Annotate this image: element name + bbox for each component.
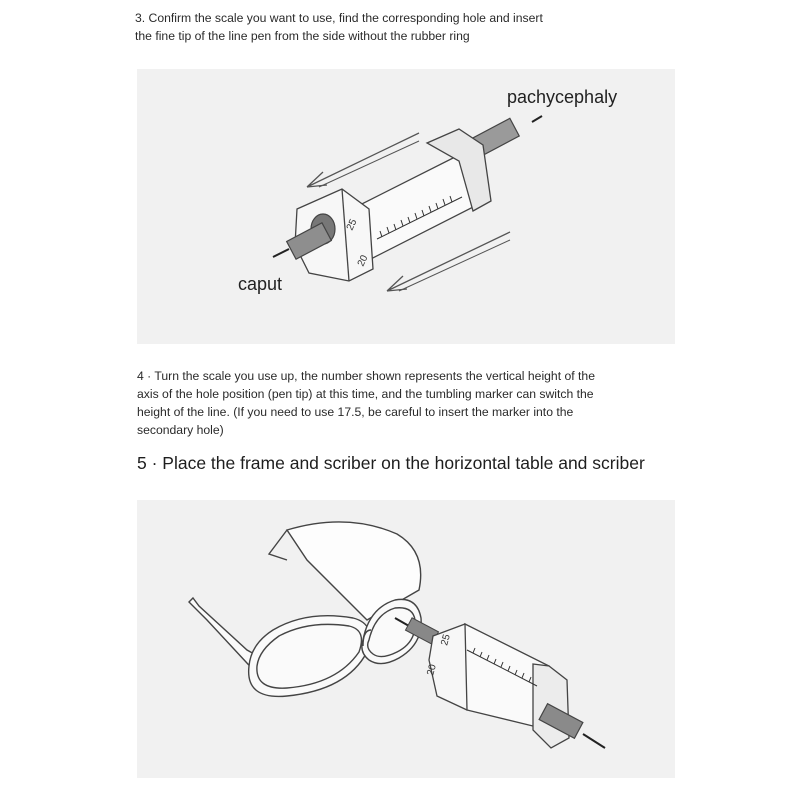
scriber-illustration: [137, 69, 675, 344]
figure-frame-and-scriber: [137, 500, 675, 778]
step-3-instruction: [135, 9, 655, 45]
step-3-line-1: 3. Confirm the scale you want to use, find the corresponding hole and insert: [135, 11, 543, 25]
step-5-heading: 5 · Place the frame and scriber on the horizontal table and scriber: [137, 453, 645, 473]
step-3-line-2: the fine tip of the line pen from the side without the rubber ring: [135, 29, 470, 43]
step-4-line-1: 4 · Turn the scale you use up, the number shown represents the vertical height of the: [137, 369, 595, 383]
scale-mark-25: 25: [439, 633, 453, 647]
step-4-instruction: [137, 367, 637, 439]
scale-mark-25: 25: [344, 217, 360, 233]
glasses-scriber-illustration: [137, 500, 675, 778]
figure-insert-pen: [137, 69, 675, 344]
arrow-upper: [307, 133, 419, 187]
step-4-line-4: secondary hole): [137, 423, 224, 437]
label-caput: caput: [238, 274, 283, 294]
label-pachycephaly: pachycephaly: [507, 87, 618, 107]
scale-mark-20: 20: [355, 253, 371, 269]
step-4-line-2: axis of the hole position (pen tip) at this time, and the tumbling marker can switch the: [137, 387, 594, 401]
scale-mark-20: 20: [425, 663, 439, 677]
step-4-line-3: height of the line. (If you need to use 17.5, be careful to insert the marker into the: [137, 405, 574, 419]
glasses-frame: [189, 522, 421, 697]
scriber-body: [295, 129, 491, 281]
